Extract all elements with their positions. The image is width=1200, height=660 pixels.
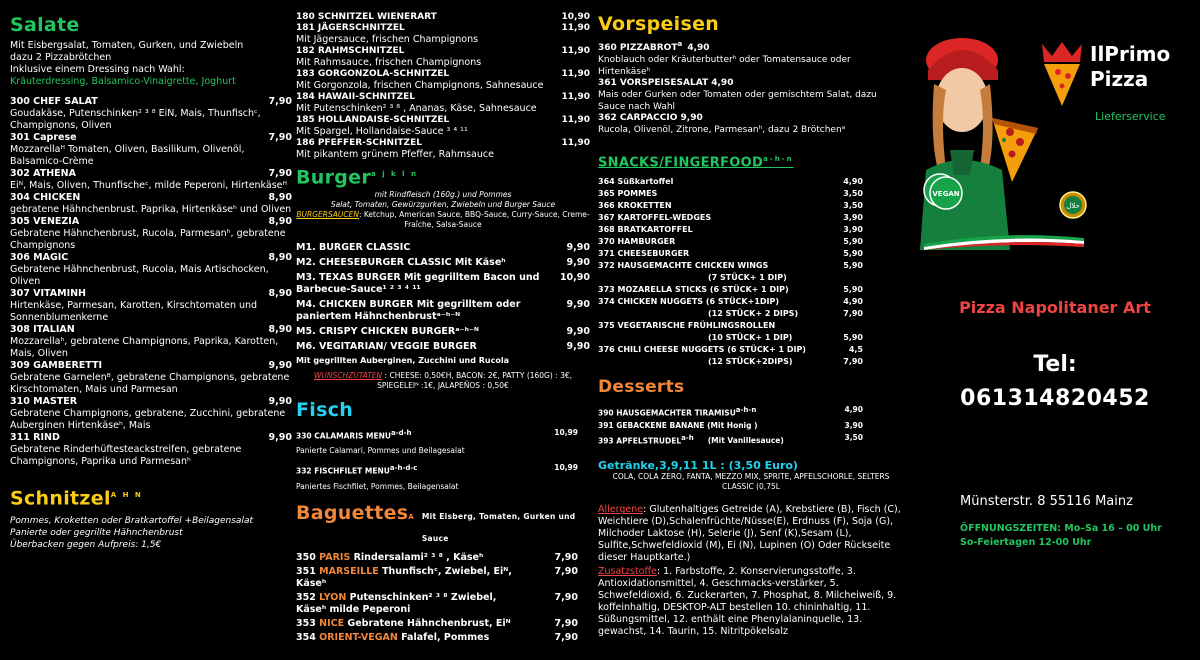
item-name: 391 GEBACKENE BANANE (Mit Honig ) [598,420,758,430]
item-price: 7,90 [554,565,578,577]
item-sup: a [677,40,685,48]
salate-intro-1: Mit Eisbergsalat, Tomaten, Gurken, und Zwiebeln [10,40,244,51]
baguette-list [296,552,590,644]
section-title-snacks [598,148,904,174]
item-number: 352 [296,591,316,603]
item-price: 11,90 [561,138,590,148]
napoli-headline: Pizza Napolitaner Art [959,298,1151,317]
item-name-wrap [296,552,526,564]
item-name: (12 STÜCK+2DIPS) [708,357,793,367]
item-desc: Mais oder Gurken oder Tomaten oder gemischtem Salat, dazu Sauce nach Wahl [598,90,877,112]
item-price: 3,50 [843,189,863,199]
item-name-wrap [296,427,412,443]
item-price: 5,90 [843,237,863,247]
menu-item-row [296,592,590,616]
salate-intro-2: dazu 2 Pizzabrötchen [10,52,112,63]
burger-note-1: mit Rindfleisch (160g.) und Pommes [374,190,512,200]
menu-item-row [598,260,863,272]
item-name: ORIENT-VEGAN [319,631,398,643]
burger-saucen-text: : Ketchup, American Sauce, BBQ-Sauce, Curry-Sauce, Creme-Fraîche, Salsa-Sauce [358,210,590,230]
menu-item-row [10,216,292,228]
item-name: 370 HAMBURGER [598,237,676,247]
item-name: M4. CHICKEN BURGER Mit gegrilltem oder paniertem Hähnchenbrustᵃ⁻ʰ⁻ᴺ [296,299,521,323]
item-price: 10,99 [554,427,578,437]
item-name: 183 GORGONZOLA-SCHNITZEL [296,69,450,79]
vorspeisen-list [598,39,904,136]
zusatz-text: : 1. Farbstoffe, 2. Konservierungsstoffe, 3. Antioxidationsmittel, 4. Geschmacks-verstärker, 5. Schwefeldioxid, 6. Zuckerarten, 7. Phosphat, 8. Milcheiweiß, 9. koffeinhaltig, DESKTOP-ALT bestellen 10. chininhaltig, 11. Süßungsmittel, 12. enthält eine Phenylalaninquelle, 13. gewachst, 14. Taurin, 15. Nitritpökelsalz [598,566,897,638]
salate-dressings: Kräuterdressing, Balsamico-Vinaigrette, Joghurt [10,76,236,87]
menu-item-row [296,618,590,630]
item-price: 8,90 [268,324,292,335]
veggie-note: Mit gegrillten Auberginen, Zucchini und Rucola [296,356,509,366]
menu-item-row [598,404,863,420]
item-name: 330 CALAMARIS MENU [296,431,391,441]
schnitzel-title-text: Schnitzel [10,487,111,510]
menu-item-row [598,356,863,368]
menu-item-row [598,284,863,296]
item-price: 10,90 [559,272,590,284]
item-price: 11,90 [561,46,590,56]
brand-name-line-1: IlPrimo [1090,42,1171,66]
item-price: 4,90 [843,177,863,187]
menu-item-row [598,332,863,344]
item-name: 373 MOZARELLA STICKS (6 STÜCK+ 1 DIP) [598,285,789,295]
menu-item-row [598,248,863,260]
item-name: M2. CHEESEBURGER CLASSIC Mit Käseʰ [296,257,506,269]
item-price: 3,90 [843,213,863,223]
desserts-list [598,404,863,447]
burger-extras [296,371,590,391]
item-name: 362 CARPACCIO [598,113,678,123]
item-price: 9,90 [566,326,590,338]
item-desc: Mit Spargel, Hollandaise-Sauce ³ ⁴ ¹¹ [296,126,468,137]
item-price: 9,90 [268,432,292,443]
item-price: 10,90 [561,12,590,22]
item-desc: Gebratene Garnelenᴮ, gebratene Champignons, gebratene Kirschtomaten, Mais und Parmesan [10,372,290,395]
item-desc: Eiᴺ, Mais, Oliven, Thunfischeᶜ, milde Peperoni, Hirtenkäseᴴ [10,180,288,191]
item-price: 9,90 [680,113,703,123]
item-price: 8,90 [268,252,292,263]
item-name: M1. BURGER CLASSIC [296,242,411,254]
burger-title-text: Burger [296,166,372,189]
item-sup: a-h-n [735,406,757,415]
item-extra: (Mit Vanillesauce) [707,436,784,446]
schnitzel-note-1: Pommes, Kroketten oder Bratkartoffel +Beilagensalat [10,516,253,527]
address: Münsterstr. 8 55116 Mainz [960,494,1133,509]
column-salate [10,0,292,660]
item-price: 7,90 [268,168,292,179]
item-price: 5,90 [843,285,863,295]
item-name: 375 VEGETARISCHE FRÜHLINGSROLLEN [598,321,776,331]
burger-saucen-label: BURGERSAUCEN [296,210,359,220]
menu-item-row [296,632,590,644]
item-name: 310 MASTER [10,396,78,407]
item-price: 11,90 [561,69,590,79]
menu-item-row [296,552,590,564]
item-price: 8,90 [268,216,292,227]
menu-item-row [598,113,904,124]
item-name-wrap [598,432,784,448]
item-number: 354 [296,631,316,643]
item-name: 309 GAMBERETTI [10,360,102,371]
baguettes-subtitle: Mit Eisberg, Tomaten, Gurken und Sauce [421,511,576,543]
item-sup: a-d-h [390,428,412,437]
brand-name-line-2: Pizza [1090,67,1149,91]
column-schnitzel-burger [296,0,590,660]
item-desc: Mozzarellaᴴ Tomaten, Oliven, Basilikum, Olivenöl, Balsamico-Crème [10,144,245,167]
item-name: M5. CRISPY CHICKEN BURGERᵃ⁻ʰ⁻ᴺ [296,326,479,338]
item-price: 7,90 [554,591,578,603]
item-sub: (7 STÜCK+ 1 DIP) [708,273,787,283]
item-name: (12 STÜCK+ 2 DIPS) [708,309,799,319]
item-name-wrap [296,462,417,478]
item-name: M6. VEGITARIAN/ VEGGIE BURGER [296,341,477,353]
column-vorspeisen [598,0,904,660]
item-price: 9,90 [268,360,292,371]
item-name: 308 ITALIAN [10,324,75,335]
item-desc: Mit Putenschinken² ³ ⁸ , Ananas, Käse, Sahnesauce [296,103,537,114]
section-title-burger [296,163,590,188]
item-price: 3,90 [844,420,863,430]
schnitzel-title-sup: A H N [110,491,143,499]
item-name: 368 BRATKARTOFFEL [598,225,693,235]
item-price: 4,90 [843,297,863,307]
menu-item-row [296,326,590,338]
menu-item-row [296,257,590,269]
item-number: 353 [296,617,316,629]
item-name: 180 SCHNITZEL WIENERART [296,12,437,22]
item-desc: Mit pikantem grünem Pfeffer, Rahmsauce [296,149,494,160]
menu-item-row [598,420,863,432]
item-name: 367 KARTOFFEL-WEDGES [598,213,712,223]
item-name: 302 ATHENA [10,168,76,179]
menu-item-row [10,168,292,180]
item-price: 9,90 [566,257,590,269]
item-name: 390 HAUSGEMACHTER TIRAMISU [598,408,736,418]
item-desc: Paniertes Fischfilet, Pommes, Beilagensalat [296,481,459,491]
item-name: 300 CHEF SALAT [10,96,98,107]
burger-title-sup: a j k l n [371,170,418,178]
item-price: 11,90 [561,92,590,102]
menu-item-row [296,272,590,296]
brand-name [1090,42,1170,92]
menu-item-row [598,432,863,448]
menu-item-row [296,138,590,149]
menu-item-row [296,566,590,590]
allergene-label: Allergene [598,504,644,516]
baguettes-title-text: Baguettes [296,501,409,524]
section-title-fisch: Fisch [296,398,354,421]
item-name: 301 Caprese [10,132,77,143]
schnitzel-list [296,12,590,161]
menu-item-row [598,39,904,54]
item-desc: Falafel, Pommes [401,631,490,643]
item-price: 4,90 [711,78,734,88]
menu-item-row [296,242,590,254]
column-brand [910,0,1200,660]
item-price: 7,90 [554,631,578,643]
item-price: 8,90 [268,288,292,299]
item-name: 304 CHICKEN [10,192,81,203]
item-desc: Thunfischᶜ, Zwiebel, Eiᴺ, Käseʰ [296,565,512,589]
item-desc: Gebratene Hähnchenbrust, Rucola, Mais Artischocken, Oliven [10,264,269,287]
item-desc: Mit Jägersauce, frischen Champignons [296,34,479,45]
item-name: 332 FISCHFILET MENU [296,466,390,476]
item-number: 350 [296,551,316,563]
allergene-text: : Glutenhaltiges Getreide (A), Krebstiere (B), Fisch (C), Weichtiere (D),Schalenfrüchte/Nüsse(E), Erdnuss (F), Soja (G), Milchoder Laktose (H), Selerie (J), Senf (K),Sesam (L), Sulfite,Schwefeldioxid (M), Ei (N), Lupinen (O) Oder Rückseite dieser Hauptkarte.) [598,504,901,564]
item-price: 7,90 [843,309,863,319]
menu-item-row [10,132,292,144]
extras-text: : CHEESE: 0,50€H, BACON: 2€, PATTY (160G) : 3€, SPIEGELEIᴺ :1€, JALAPEÑOS : 0,50€ [377,370,573,390]
item-desc: Gebratene Champignons, gebratene, Zucchini, gebratene Auberginen Hirtenkäseʰ, Mais [10,408,286,431]
tel-label: Tel: [1033,352,1077,377]
item-name-wrap [598,420,758,432]
section-title-baguettes [296,502,590,550]
item-price: 5,90 [843,333,863,343]
item-desc: Rindersalami² ³ ⁸ , Käseʰ [353,551,484,563]
item-price: 11,90 [561,115,590,125]
item-desc: Gebratene Hähnchenbrust, Eiᴺ [347,617,511,629]
menu-item-row [296,46,590,57]
item-name-wrap [296,566,526,590]
menu-item-row [296,23,590,34]
menu-item-row [598,78,904,89]
pizza-slice-image [982,108,1042,188]
item-name: 376 CHILI CHEESE NUGGETS (6 STÜCK+ 1 DIP) [598,345,806,355]
item-name: 374 CHICKEN NUGGETS (6 STÜCK+1DIP) [598,297,780,307]
item-name: (10 STÜCK+ 1 DIP) [708,333,793,343]
item-name: 184 HAWAII-SCHNITZEL [296,92,415,102]
getraenke-list: COLA, COLA ZERO, FANTA, MEZZO MIX, SPRITE, APFELSCHORLE, SELTERS CLASSIC (0,75L [612,472,890,492]
item-name: 366 KROKETTEN [598,201,672,211]
item-name: 365 POMMES [598,189,658,199]
menu-item-row [598,176,863,188]
item-name-wrap [296,632,526,644]
menu-item-row [296,427,590,443]
burger-note-2: Salat, Tomaten, Gewürzgurken, Zwiebeln und Burger Sauce [330,200,556,210]
menu-item-row [296,115,590,126]
item-desc: Putenschinken² ³ ⁸ Zwiebel, Käseʰ milde Peperoni [296,591,497,615]
item-name-wrap [598,404,756,420]
item-name: 182 RAHMSCHNITZEL [296,46,405,56]
item-name: 185 HOLLANDAISE-SCHNITZEL [296,115,450,125]
halal-badge-icon [1058,190,1088,220]
item-desc: Hirtenkäse, Parmesan, Karotten, Kirschtomaten und Sonnenblumenkerne [10,300,258,323]
burger-saucen [296,210,590,230]
item-price: 4,90 [844,405,863,415]
salate-intro-3: Inklusive einem Dressing nach Wahl: [10,64,185,75]
item-price: 4,90 [687,43,710,53]
menu-item-row [10,252,292,264]
item-name: 311 RIND [10,432,60,443]
salate-list [10,96,292,468]
item-price: 9,90 [566,299,590,311]
item-name: M3. TEXAS BURGER Mit gegrilltem Bacon und Barbecue-Sauce¹ ² ³ ⁴ ¹¹ [296,272,540,296]
item-name: 371 CHEESEBURGER [598,249,690,259]
menu-item-row [10,288,292,300]
menu-item-row [598,200,863,212]
item-desc: Knoblauch oder Kräuterbutterʰ oder Tomatensauce oder Hirtenkäseʰ [598,55,851,77]
item-price: 10,99 [554,463,578,473]
menu-item-row [598,320,863,332]
item-desc: Mozzarellaʰ, gebratene Champignons, Paprika, Karotten, Mais, Oliven [10,336,279,359]
menu-item-row [598,224,863,236]
menu-item-row [598,296,863,308]
item-price: 3,90 [843,225,863,235]
item-price: 9,90 [566,242,590,254]
menu-item-row [598,236,863,248]
item-desc: Mit Gorgonzola, frischen Champignons, Sahnesauce [296,80,544,91]
menu-item-row [10,432,292,444]
item-name-wrap [296,618,526,630]
item-name: NICE [319,617,345,629]
opening-hours: ÖFFNUNGSZEITEN: Mo–Sa 16 – 00 Uhr [960,523,1162,534]
item-desc: Mit Rahmsauce, frischen Champignons [296,57,482,68]
menu-item-row [598,188,863,200]
item-name: LYON [319,591,347,603]
menu-item-row [10,324,292,336]
menu-item-row [10,360,292,372]
menu-item-row [10,192,292,204]
section-title-vorspeisen: Vorspeisen [598,13,720,35]
item-price: 5,90 [843,261,863,271]
item-name: 364 Süßkartoffel [598,177,674,187]
zusatz-label: Zusatzstoffe [598,566,657,578]
item-name: 306 MAGIC [10,252,69,263]
zusatzstoffe [598,566,904,638]
tel-number[interactable]: 061314820452 [960,386,1150,411]
halal-badge-text: حلال [1066,202,1080,210]
item-price: 3,50 [844,432,863,442]
allergene [598,504,904,564]
item-price: 7,90 [843,357,863,367]
vegan-badge-icon [928,175,964,211]
item-name: 361 VORSPEISESALAT [598,78,709,88]
schnitzel-note-3: Überbacken gegen Aufpreis: 1,5€ [10,540,162,551]
item-desc: Gebratene Rinderhüftesteackstreifen, gebratene Champignons, Paprika und Parmesanʰ [10,444,242,467]
vegan-badge-text: VEGAN [932,190,960,198]
flag-swoosh [924,232,1084,250]
baguettes-title-sup: A [408,512,416,521]
schnitzel-note-2: Panierte oder gegrillte Hähnchenbrust [10,528,183,539]
item-price: 7,90 [268,132,292,143]
item-name: 186 PFEFFER-SCHNITZEL [296,138,422,148]
item-price: 7,90 [554,551,578,563]
snacks-list [598,176,863,368]
item-price: 3,50 [843,201,863,211]
item-number: 351 [296,565,316,577]
fisch-list [296,427,590,492]
item-price: 8,90 [268,192,292,203]
crown-pizza-logo-icon [1038,40,1086,108]
getraenke-title: Getränke,3,9,11 1L : (3,50 Euro) [598,459,798,473]
section-title-desserts: Desserts [598,377,685,398]
item-sup: a-h [681,433,694,442]
menu-item-row [10,96,292,108]
menu-item-row [296,92,590,103]
item-name-wrap [296,592,526,616]
menu-item-row [296,462,590,478]
menu-item-row [598,308,863,320]
section-title-schnitzel [10,484,292,509]
item-name: PARIS [319,551,351,563]
item-desc: Gebratene Hähnchenbrust, Rucola, Parmesanʰ, gebratene Champignons [10,228,286,251]
item-name: 360 PIZZABROT [598,43,678,53]
item-price: 7,90 [268,96,292,107]
burger-list [296,242,590,353]
menu-item-row [296,341,590,353]
item-desc: Goudakäse, Putenschinken² ³ ⁸ EiN, Mais, Thunfischᶜ, Champignons, Oliven [10,108,261,131]
brand-subtitle: Lieferservice [1095,110,1166,123]
item-name: 181 JÄGERSCHNITZEL [296,23,405,33]
extras-label: WUNSCHZUTATEN [313,370,383,380]
item-name: 307 VITAMINH [10,288,87,299]
item-price: 9,90 [566,341,590,353]
item-desc: Rucola, Olivenöl, Zitrone, Parmesanʰ, dazu 2 Brötchenᵃ [598,125,846,135]
holiday-hours: So-Feiertagen 12-00 Uhr [960,537,1092,548]
item-price: 11,90 [561,23,590,33]
item-desc: Panierte Calamari, Pommes und Beilagesalat [296,446,465,456]
item-desc: gebratene Hähnchenbrust. Paprika, Hirtenkäseʰ und Oliven [10,204,292,215]
section-title-salate: Salate [10,14,80,36]
menu-item-row [296,69,590,80]
item-price: 5,90 [843,249,863,259]
snacks-title-text: SNACKS/FINGERFOOD [598,155,764,171]
item-name: 305 VENEZIA [10,216,80,227]
item-name: 372 HAUSGEMACHTE CHICKEN WINGS [598,261,769,271]
item-name: MARSEILLE [319,565,379,577]
menu-item-row [296,12,590,23]
menu-item-row [296,299,590,323]
item-name: 393 APFELSTRUDEL [598,436,682,446]
snacks-title-sup: a-h-n [763,155,794,163]
item-sup: a-h-d-c [389,464,418,473]
menu-item-row [598,344,863,356]
item-price: 4,5 [848,345,863,355]
menu-item-row [10,396,292,408]
item-price: 7,90 [554,617,578,629]
menu-item-row [598,212,863,224]
item-price: 9,90 [268,396,292,407]
